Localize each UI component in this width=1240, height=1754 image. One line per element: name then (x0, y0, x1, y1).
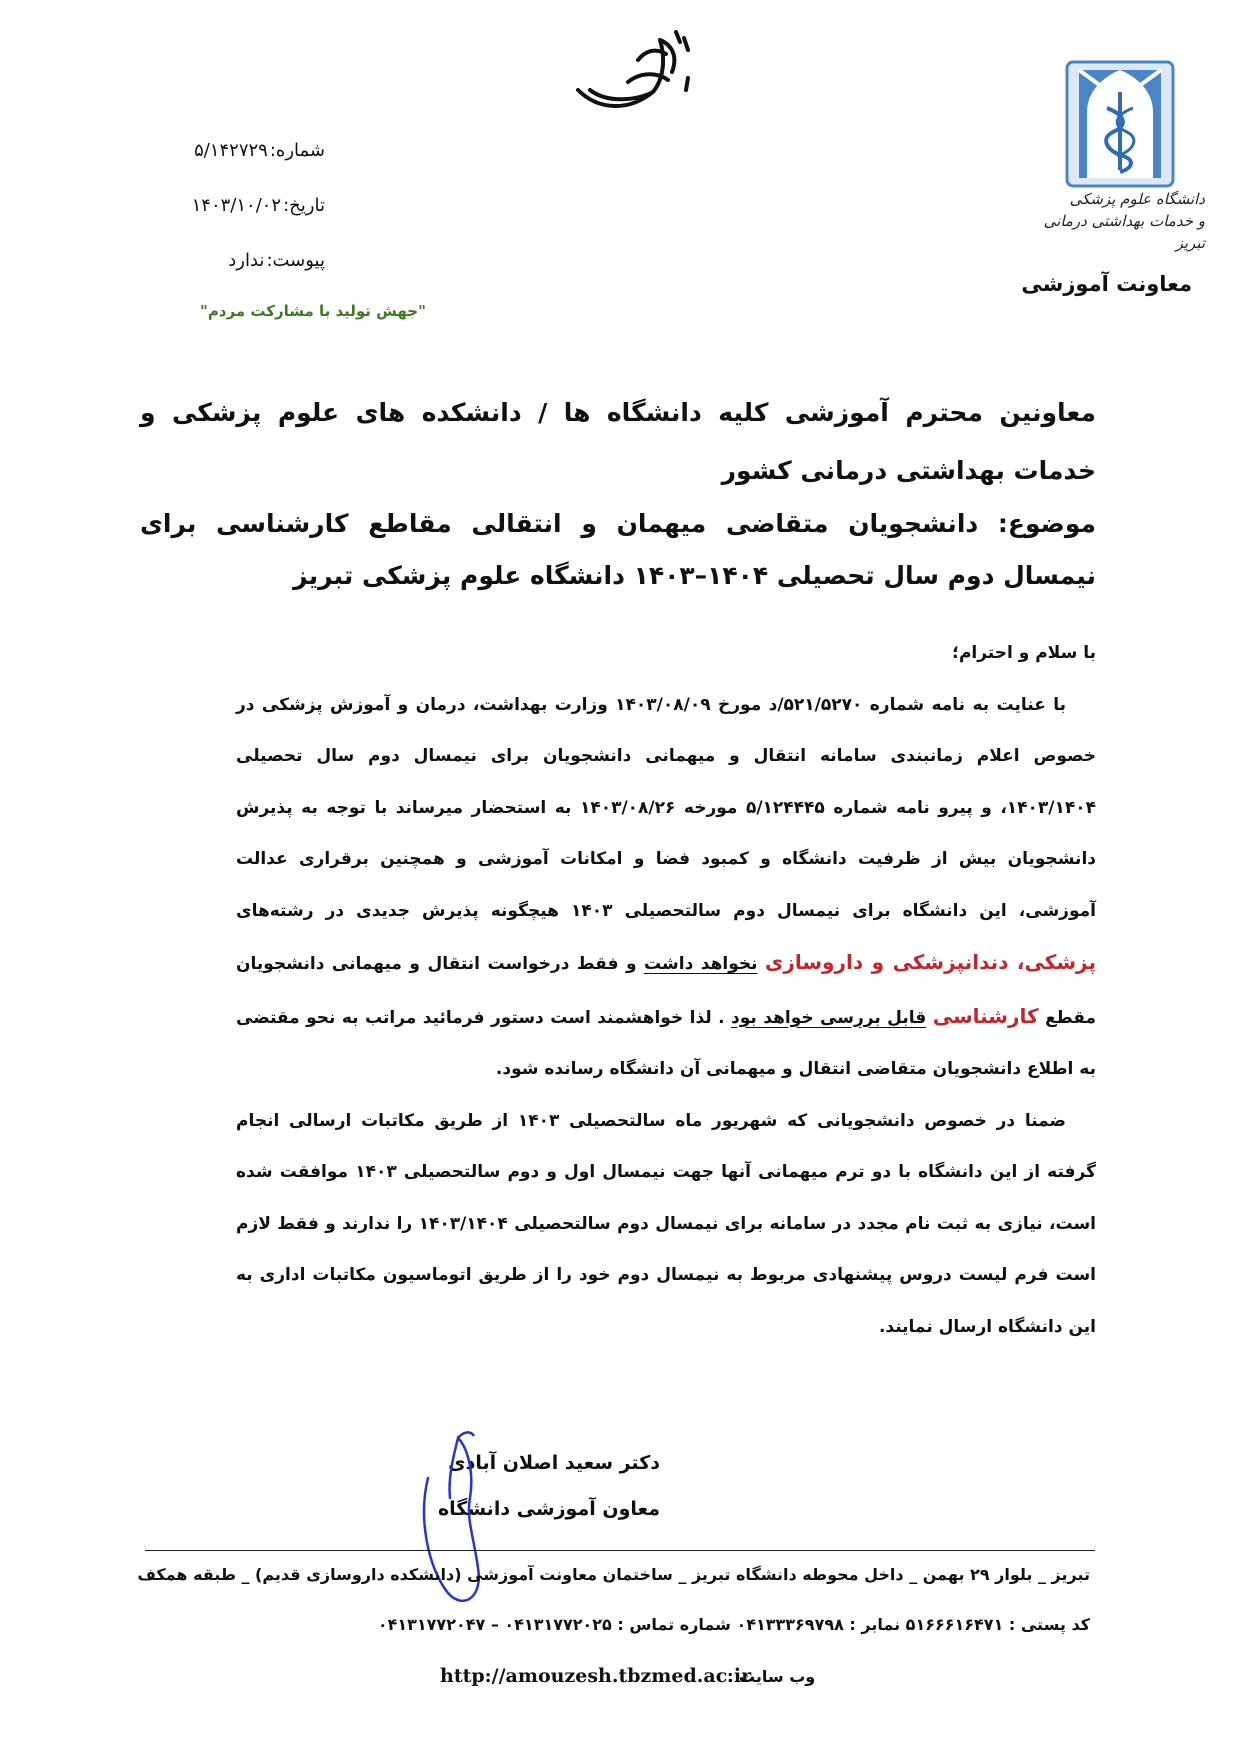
department-name: معاونت آموزشی (1021, 272, 1192, 296)
logo-caption (1030, 188, 1205, 254)
underlined-reviewable: قابل بررسی خواهد بود (731, 1007, 927, 1028)
letter-date (150, 195, 325, 216)
number-label: شماره: (269, 140, 325, 161)
underlined-will-not-have: نخواهد داشت (644, 954, 758, 974)
university-logo (1065, 60, 1175, 188)
slogan: "جهش تولید با مشارکت مردم" (200, 302, 426, 320)
date-label: تاریخ: (283, 195, 325, 216)
handwritten-signature (408, 1418, 538, 1618)
handwritten-heading-mark (568, 20, 698, 120)
number-value: ۵/۱۴۲۷۲۹ (194, 140, 268, 161)
footer-contacts: کد پستی : ۵۱۶۶۶۱۶۴۷۱ نمابر : ۰۴۱۳۳۳۶۹۷۹۸ شماره تماس : ۰۴۱۳۱۷۷۲۰۲۵ – ۰۴۱۳۱۷۷۲۰۴۷ (377, 1615, 1090, 1634)
paragraph-1-text-a: با عنایت به نامه شماره ۵۲۱/۵۲۷۰/د مورخ ۱۴۰۳/۰۸/۰۹ وزارت بهداشت، درمان و آموزش پزشکی در خصوص اعلام زمانبندی سامانه انتقال و میهمانی دانشجویان برای نیمسال دوم سال تحصیلی ۱۴۰۳/۱۴۰۴، و پیرو نامه شماره ۵/۱۲۴۴۴۵ مورخه ۱۴۰۳/۰۸/۲۶ به استحضار میرساند با توجه به پذیرش دانشجویان بیش از ظرفیت دانشگاه و کمبود فضا و امکانات آموزشی و همچنین برقراری عدالت آموزشی، این دانشگاه برای نیمسال دوم سالتحصیلی ۱۴۰۳ هیچگونه پذیرش جدیدی در رشته‌های (236, 694, 1096, 921)
paragraph-1-text-c: . لذا خواهشمند است دستور فرمائید مراتب به نحو مقتضی به اطلاع دانشجویان متقاضی انتقال و میهمانی آن دانشگاه رسانده شود. (236, 1007, 1096, 1079)
paragraph-1 (236, 680, 1096, 1096)
date-value: ۱۴۰۳/۱۰/۰۲ (191, 195, 282, 216)
paragraph-2: ضمنا در خصوص دانشجویانی که شهریور ماه سالتحصیلی ۱۴۰۳ از طریق مکاتبات ارسالی انجام گرفته از این دانشگاه با دو ترم میهمانی آنها جهت نیمسال اول و دوم سالتحصیلی ۱۴۰۳ موافقت شده است، نیازی به ثبت نام مجدد در سامانه برای نیمسال دوم سالتحصیلی ۱۴۰۳/۱۴۰۴ را ندارند و فقط لازم است فرم لیست دروس پیشنهادی مربوط به نیمسال دوم خود را از طریق اتوماسیون مکاتبات اداری به این دانشگاه ارسال نمایند. (236, 1110, 1097, 1337)
website-link[interactable]: http://amouzesh.tbzmed.ac.ir (440, 1665, 752, 1687)
website-label: وب سایت : (727, 1667, 816, 1686)
highlight-fields: پزشکی، دندانپزشکی و داروسازی (765, 950, 1097, 974)
greeting: با سلام و احترام؛ (952, 643, 1096, 663)
footer-divider (145, 1550, 1095, 1551)
attachment-value: ندارد (228, 250, 265, 271)
subject: موضوع: دانشجویان متقاضی میهمان و انتقالی مقاطع کارشناسی برای نیمسال دوم سال تحصیلی ۱۴۰۴–۱۴۰۳ دانشگاه علوم پزشکی تبریز (140, 509, 1096, 590)
logo-caption-line-2: و خدمات بهداشتی درمانی تبریز (1043, 212, 1205, 252)
recipient: معاونین محترم آموزشی کلیه دانشگاه ها / دانشکده های علوم پزشکی و خدمات بهداشتی درمانی کشور (140, 398, 1096, 485)
highlight-bachelor: کارشناسی (932, 1003, 1039, 1028)
footer-address: تبریز _ بلوار ۲۹ بهمن _ داخل محوطه دانشگاه تبریز _ ساختمان معاونت آموزشی (دانشکده داروسازی قدیم) _ طبقه همکف (137, 1565, 1090, 1584)
attachment-label: پیوست: (266, 250, 325, 271)
letter-attachment (150, 250, 325, 271)
signatory-title: معاون آموزشی دانشگاه (437, 1498, 660, 1520)
letter-number (150, 140, 325, 161)
paragraph-1-text-b: و فقط درخواست انتقال و میهمانی دانشجویان مقطع (236, 954, 1096, 1028)
logo-caption-line-1: دانشگاه علوم پزشکی (1069, 190, 1205, 208)
signatory-name: دکتر سعید اصلان آبادی (448, 1452, 660, 1474)
letter-body (236, 628, 1096, 1353)
